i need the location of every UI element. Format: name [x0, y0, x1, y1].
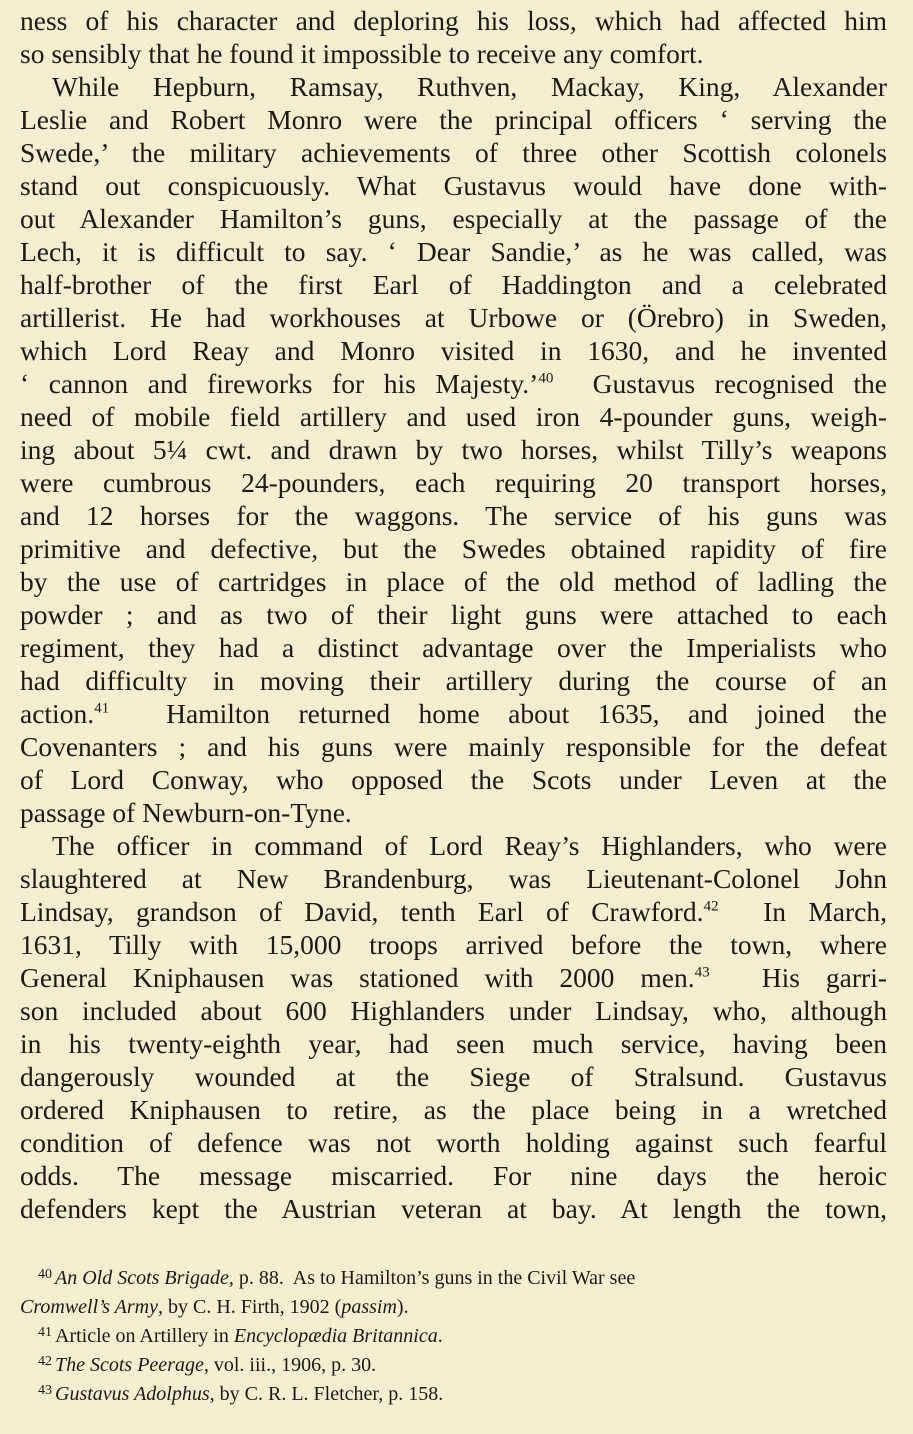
text-line: half-brother of the first Earl of Haddington and a celebrated	[20, 269, 887, 300]
text-line: While Hepburn, Ramsay, Ruthven, Mackay, King, Alexander	[52, 71, 887, 102]
footnote-title: An Old Scots Brigade	[55, 1267, 229, 1289]
text-line: by the use of cartridges in place of the old method of ladling the	[20, 566, 887, 597]
text-line: in his twenty-eighth year, had seen much service, having been	[20, 1028, 887, 1059]
text-line: stand out conspicuously. What Gustavus would have done with-	[20, 170, 887, 201]
text-line: so sensibly that he found it impossible to receive any comfort.	[20, 38, 704, 69]
footnote-42	[20, 1351, 887, 1380]
text-line: need of mobile field artillery and used iron 4-pounder guns, weigh-	[20, 401, 887, 432]
line-text: General Kniphausen was stationed with 2000 men.	[20, 962, 695, 993]
text-line: of Lord Conway, who opposed the Scots under Leven at the	[20, 764, 887, 795]
text-line: The officer in command of Lord Reay’s Highlanders, who were	[52, 830, 887, 861]
text-line: Covenanters ; and his guns were mainly responsible for the defeat	[20, 731, 887, 762]
text-line: artillerist. He had workhouses at Urbowe or (Örebro) in Sweden,	[20, 302, 887, 333]
footnote-text: , by C. R. L. Fletcher, p. 158.	[209, 1383, 444, 1405]
footnote-text: ).	[396, 1296, 409, 1318]
footnote-number: 43	[38, 1382, 52, 1398]
line-text: Gustavus recognised the	[553, 368, 887, 399]
text-line: passage of Newburn-on-Tyne.	[20, 797, 352, 828]
text-line: were cumbrous 24-pounders, each requiring 20 transport horses,	[20, 467, 887, 498]
text-line: primitive and defective, but the Swedes obtained rapidity of fire	[20, 533, 887, 564]
text-line: condition of defence was not worth holding against such fearful	[20, 1127, 887, 1158]
footnote-ref: 42	[703, 898, 719, 915]
line-text: His garri-	[709, 962, 887, 993]
footnote-number: 42	[38, 1353, 52, 1369]
footnote-40-cont	[20, 1293, 887, 1322]
footnote-text: .	[437, 1325, 443, 1347]
text-line: had difficulty in moving their artillery during the course of an	[20, 665, 887, 696]
footnote-41	[20, 1322, 887, 1351]
footnote-passim: passim	[341, 1296, 397, 1318]
footnote-43	[20, 1380, 887, 1409]
footnote-title: Cromwell’s Army	[20, 1296, 158, 1318]
text-line: powder ; and as two of their light guns were attached to each	[20, 599, 887, 630]
footnote-text: , by C. H. Firth, 1902 (	[157, 1296, 342, 1318]
footnote-text: , p. 88. As to Hamilton’s guns in the Civil War see	[228, 1267, 636, 1289]
footnote-title: The Scots Peerage	[55, 1354, 204, 1376]
text-line: 1631, Tilly with 15,000 troops arrived before the town, where	[20, 929, 887, 960]
footnotes	[20, 1264, 887, 1409]
text-line: regiment, they had a distinct advantage over the Imperialists who	[20, 632, 887, 663]
text-line: and 12 horses for the waggons. The service of his guns was	[20, 500, 887, 531]
line-text: Hamilton returned home about 1635, and joined the	[109, 698, 887, 729]
text-line: ness of his character and deploring his loss, which had affected him	[20, 5, 887, 36]
text-line: odds. The message miscarried. For nine days the heroic	[20, 1160, 887, 1191]
line-text: Lindsay, grandson of David, tenth Earl of Crawford.	[20, 896, 704, 927]
text-line: dangerously wounded at the Siege of Stralsund. Gustavus	[20, 1061, 887, 1092]
line-text: action.	[20, 698, 95, 729]
text-line: which Lord Reay and Monro visited in 1630, and he invented	[20, 335, 887, 366]
line-text: ‘ cannon and fireworks for his Majesty.’	[20, 368, 539, 399]
footnote-ref: 43	[694, 964, 710, 981]
text-line	[20, 895, 887, 928]
text-line: son included about 600 Highlanders under Lindsay, who, although	[20, 995, 887, 1026]
text-line	[20, 961, 887, 994]
text-line: ordered Kniphausen to retire, as the place being in a wretched	[20, 1094, 887, 1125]
footnote-number: 41	[38, 1324, 52, 1340]
body-text	[20, 4, 887, 1225]
text-line: slaughtered at New Brandenburg, was Lieutenant-Colonel John	[20, 863, 887, 894]
footnote-text: , vol. iii., 1906, p. 30.	[203, 1354, 377, 1376]
text-line	[20, 697, 887, 730]
footnote-text: Article on Artillery in	[55, 1325, 234, 1347]
text-line: Lech, it is difficult to say. ‘ Dear Sandie,’ as he was called, was	[20, 236, 887, 267]
footnote-ref: 40	[538, 370, 554, 387]
footnote-number: 40	[38, 1266, 52, 1282]
footnote-title: Gustavus Adolphus	[55, 1383, 210, 1405]
text-line: defenders kept the Austrian veteran at bay. At length the town,	[20, 1193, 887, 1224]
text-line: Leslie and Robert Monro were the principal officers ‘ serving the	[20, 104, 887, 135]
text-line: out Alexander Hamilton’s guns, especially at the passage of the	[20, 203, 887, 234]
text-line: Swede,’ the military achievements of three other Scottish colonels	[20, 137, 887, 168]
text-line	[20, 367, 887, 400]
line-text: In March,	[718, 896, 887, 927]
footnote-40	[20, 1264, 887, 1293]
footnote-title: Encyclopædia Britannica	[233, 1325, 438, 1347]
footnote-ref: 41	[94, 700, 110, 717]
text-line: ing about 5¼ cwt. and drawn by two horses, whilst Tilly’s weapons	[20, 434, 887, 465]
